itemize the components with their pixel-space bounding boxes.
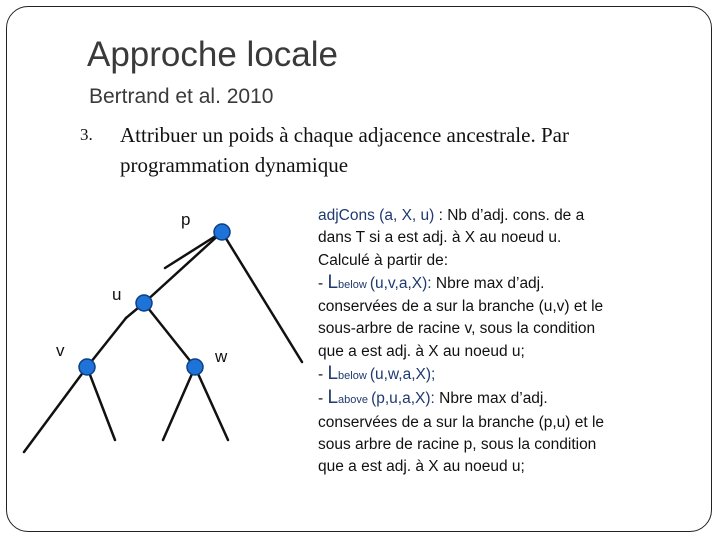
- label-v: v: [56, 341, 65, 360]
- description-block: [318, 205, 708, 479]
- desc-line-4: - Lbelow (u,v,a,X): Nbre max d’adj.: [318, 271, 545, 293]
- desc-line-5: conservées de a sur la branche (u,v) et le: [318, 298, 604, 316]
- edge-u-w: [144, 303, 195, 367]
- node-p: [214, 224, 230, 240]
- edge-p-right: [222, 232, 302, 362]
- desc-line-12: que a est adj. à X au noeud u;: [318, 458, 525, 476]
- node-v: [79, 359, 95, 375]
- label-p: p: [181, 210, 191, 229]
- desc-line-1: adjCons (a, X, u) : Nb d’adj. cons. de a: [318, 207, 585, 224]
- bullet-number: 3.: [80, 125, 93, 144]
- desc-line-10: conservées de a sur la branche (p,u) et le: [318, 413, 605, 431]
- slide-title: Approche locale: [87, 35, 338, 74]
- desc-line-8: - Lbelow (u,w,a,X);: [318, 363, 436, 385]
- slide-subtitle: Bertrand et al. 2010: [89, 85, 274, 108]
- desc-line-11: sous arbre de racine p, sous la condition: [318, 435, 597, 453]
- edge-v-right: [87, 367, 115, 440]
- edge-w-right: [195, 367, 228, 440]
- node-u: [136, 295, 152, 311]
- desc-line-9: - Labove (p,u,a,X): Nbre max d’adj.: [318, 387, 548, 409]
- bullet-line-2: programmation dynamique: [120, 153, 349, 177]
- edge-root-left: [165, 232, 222, 268]
- label-w: w: [215, 347, 228, 366]
- desc-line-2: dans T si a est adj. à X au noeud u.: [318, 229, 562, 247]
- bullet-line-1: Attribuer un poids à chaque adjacence ancestrale. Par: [120, 123, 569, 147]
- node-w: [187, 359, 203, 375]
- desc-line-3: Calculé à partir de:: [318, 251, 449, 269]
- adjcons-term: adjCons (a, X, u): [318, 207, 435, 224]
- label-u: u: [112, 285, 122, 304]
- edge-v-up: [87, 318, 126, 367]
- edge-w-left: [163, 367, 195, 440]
- edge-v-left: [24, 367, 87, 452]
- edge-p-u: [144, 232, 222, 303]
- desc-line-6: sous-arbre de racine v, sous la condition: [318, 320, 596, 338]
- desc-line-7: que a est adj. à X au noeud u;: [318, 342, 525, 360]
